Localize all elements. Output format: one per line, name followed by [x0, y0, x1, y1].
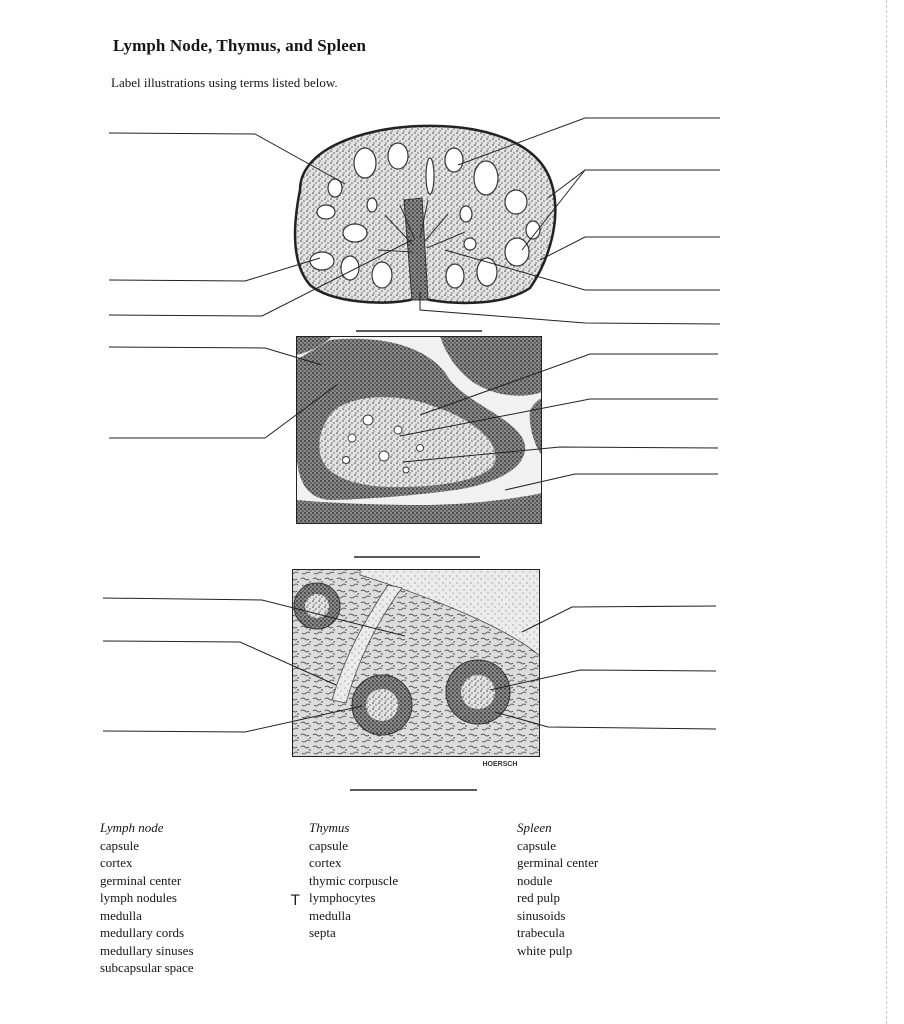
- thymic-corpuscle: [379, 451, 389, 461]
- term-list-lymph-node: [100, 819, 194, 977]
- handwritten-t-mark: T: [291, 893, 300, 909]
- term-list-heading: Lymph node: [100, 820, 164, 835]
- term-item: medulla: [309, 907, 351, 923]
- term-item: cortex: [309, 855, 342, 870]
- term-item: germinal center: [100, 872, 182, 888]
- lymph-node-nodule: [343, 224, 367, 242]
- lymph-node-nodule: [505, 238, 529, 266]
- lymph-node-nodule: [367, 198, 377, 212]
- term-item: sinusoids: [517, 907, 566, 923]
- lymph-node-nodule: [372, 262, 392, 288]
- thymic-corpuscle: [417, 445, 424, 452]
- lymph-node-nodule: [446, 264, 464, 288]
- instructions-text: Label illustrations using terms listed below.: [111, 75, 338, 90]
- lymph-node-nodule: [310, 252, 334, 270]
- term-item: medulla: [100, 907, 142, 923]
- term-item: medullary sinuses: [100, 942, 194, 958]
- page-title: Lymph Node, Thymus, and Spleen: [113, 36, 367, 55]
- term-item: red pulp: [517, 890, 560, 905]
- thymic-corpuscle: [363, 415, 373, 425]
- figure-signature: HOERSCH: [482, 761, 518, 768]
- term-item: subcapsular space: [100, 960, 194, 975]
- term-item: lymphocytes: [309, 890, 376, 905]
- lymph-node-nodule: [388, 143, 408, 169]
- term-item: cortex: [100, 855, 133, 870]
- lymph-node-nodule: [317, 205, 335, 219]
- thymic-corpuscle: [403, 467, 409, 473]
- lymph-node-nodule: [505, 190, 527, 214]
- term-item: capsule: [100, 837, 139, 853]
- term-item: septa: [309, 925, 336, 940]
- thymic-corpuscle: [394, 426, 402, 434]
- term-item: thymic corpuscle: [309, 872, 399, 888]
- term-item: capsule: [309, 837, 348, 853]
- lymph-node-nodule: [460, 206, 472, 222]
- term-list-heading: Thymus: [309, 820, 350, 835]
- thymic-corpuscle: [348, 434, 356, 442]
- term-list-thymus: [309, 819, 398, 942]
- spleen-illustration: [292, 569, 540, 757]
- term-item: germinal center: [517, 855, 599, 870]
- thymic-corpuscle: [343, 457, 350, 464]
- lymph-node-nodule: [464, 238, 476, 250]
- term-item: trabecula: [517, 925, 565, 940]
- term-item: medullary cords: [100, 925, 185, 940]
- term-item: nodule: [517, 872, 553, 888]
- lymph-node-nodule: [445, 148, 463, 172]
- term-item: lymph nodules: [100, 890, 177, 905]
- term-item: white pulp: [517, 942, 573, 958]
- lymph-node-nodule: [474, 161, 498, 195]
- term-list-spleen: [517, 819, 598, 959]
- thymus-illustration: [296, 336, 542, 524]
- term-list-heading: Spleen: [517, 820, 552, 835]
- term-item: capsule: [517, 837, 556, 853]
- lymph-node-illustration: [295, 126, 555, 303]
- lymph-node-nodule: [426, 158, 434, 194]
- lymph-node-nodule: [354, 148, 376, 178]
